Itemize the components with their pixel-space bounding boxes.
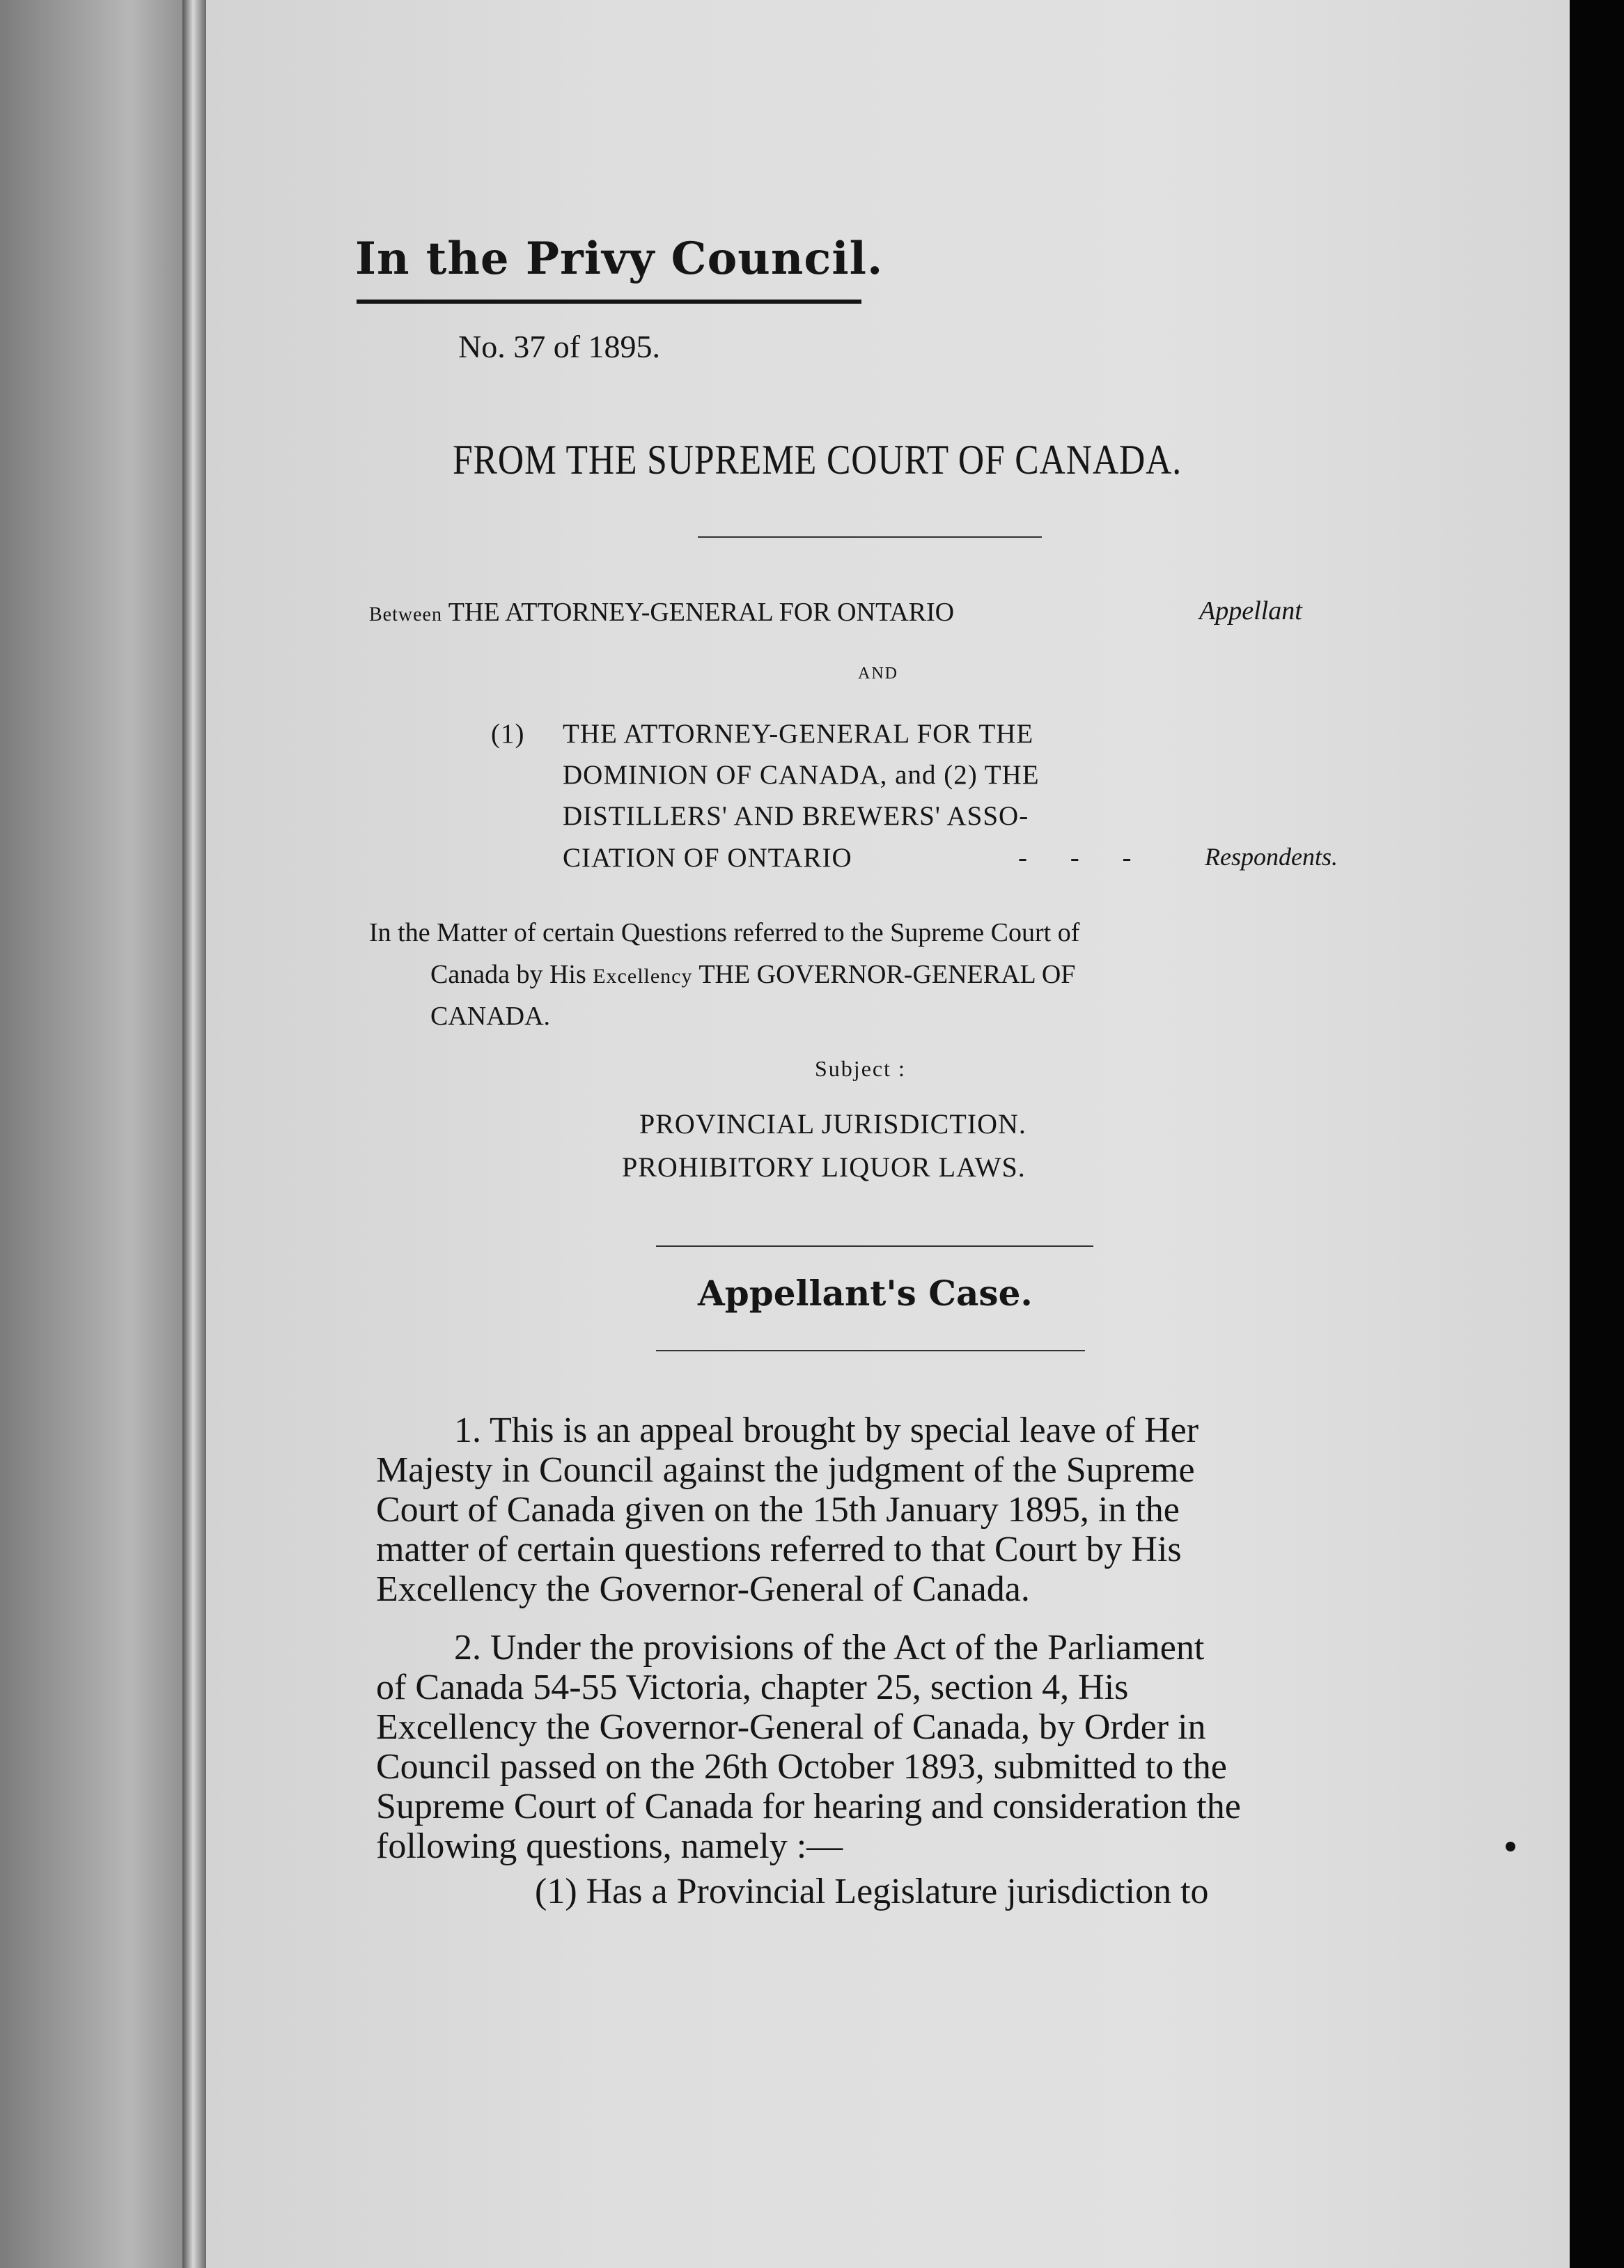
subject-line-1: PROVINCIAL JURISDICTION. bbox=[639, 1108, 1026, 1140]
scan-border bbox=[1570, 0, 1624, 2268]
court-heading: In the Privy Council. bbox=[355, 233, 884, 285]
matter-line-2: Canada by His Excellency THE GOVERNOR-GENERAL OF bbox=[430, 960, 1076, 989]
respondent-line-2: DOMINION OF CANADA, and (2) THE bbox=[563, 760, 1040, 790]
divider-rule-2 bbox=[656, 1245, 1093, 1247]
paragraph-1-line-5: Excellency the Governor-General of Canada. bbox=[376, 1569, 1030, 1609]
facing-page bbox=[0, 0, 187, 2268]
paragraph-2-line-1: 2. Under the provisions of the Act of the Parliament bbox=[454, 1628, 1205, 1668]
respondent-line-3: DISTILLERS' AND BREWERS' ASSO- bbox=[563, 801, 1029, 831]
from-court-heading: FROM THE SUPREME COURT OF CANADA. bbox=[453, 437, 1182, 483]
subject-line-2: PROHIBITORY LIQUOR LAWS. bbox=[622, 1151, 1026, 1183]
paragraph-2-line-3: Excellency the Governor-General of Canada, by Order in bbox=[376, 1707, 1206, 1747]
paragraph-1-line-1: 1. This is an appeal brought by special leave of Her bbox=[454, 1411, 1199, 1450]
respondent-line-4: CIATION OF ONTARIO bbox=[563, 843, 852, 873]
case-number: No. 37 of 1895. bbox=[458, 329, 661, 364]
respondent-number: (1) bbox=[491, 719, 525, 749]
respondent-dashes: - - - bbox=[1018, 843, 1132, 873]
paragraph-2-line-6: following questions, namely :— bbox=[376, 1826, 843, 1866]
paragraph-1-line-2: Majesty in Council against the judgment of the Supreme bbox=[376, 1450, 1195, 1490]
matter-line-1: In the Matter of certain Questions referred to the Supreme Court of bbox=[369, 918, 1080, 947]
matter-line-3: CANADA. bbox=[430, 1002, 551, 1031]
appellant-name: THE ATTORNEY-GENERAL FOR ONTARIO bbox=[448, 598, 955, 627]
paragraph-3-line-1: (1) Has a Provincial Legislature jurisdiction to bbox=[535, 1872, 1209, 1911]
paragraph-2-line-5: Supreme Court of Canada for hearing and consideration the bbox=[376, 1787, 1241, 1826]
heading-underline bbox=[357, 300, 861, 304]
between-line bbox=[369, 599, 954, 626]
divider-rule-3 bbox=[656, 1350, 1085, 1351]
paragraph-1-line-3: Court of Canada given on the 15th January 1895, in the bbox=[376, 1490, 1180, 1530]
divider-rule-1 bbox=[698, 536, 1042, 538]
paragraph-2-line-2: of Canada 54-55 Victoria, chapter 25, section 4, His bbox=[376, 1668, 1129, 1707]
respondents-label: Respondents. bbox=[1205, 843, 1338, 871]
paragraph-2-line-4: Council passed on the 26th October 1893, submitted to the bbox=[376, 1747, 1227, 1787]
and-word: AND bbox=[858, 665, 898, 683]
ink-spot bbox=[1506, 1842, 1515, 1851]
paragraph-1-line-4: matter of certain questions referred to that Court by His bbox=[376, 1530, 1182, 1569]
appellant-label: Appellant bbox=[1199, 596, 1302, 626]
case-title: Appellant's Case. bbox=[698, 1273, 1033, 1314]
binding-gutter bbox=[182, 0, 206, 2268]
between-label: Between bbox=[369, 604, 442, 626]
subject-label: Subject : bbox=[815, 1056, 906, 1081]
excellency-smallcaps: Excellency bbox=[593, 965, 693, 988]
respondent-line-1: THE ATTORNEY-GENERAL FOR THE bbox=[563, 719, 1034, 749]
